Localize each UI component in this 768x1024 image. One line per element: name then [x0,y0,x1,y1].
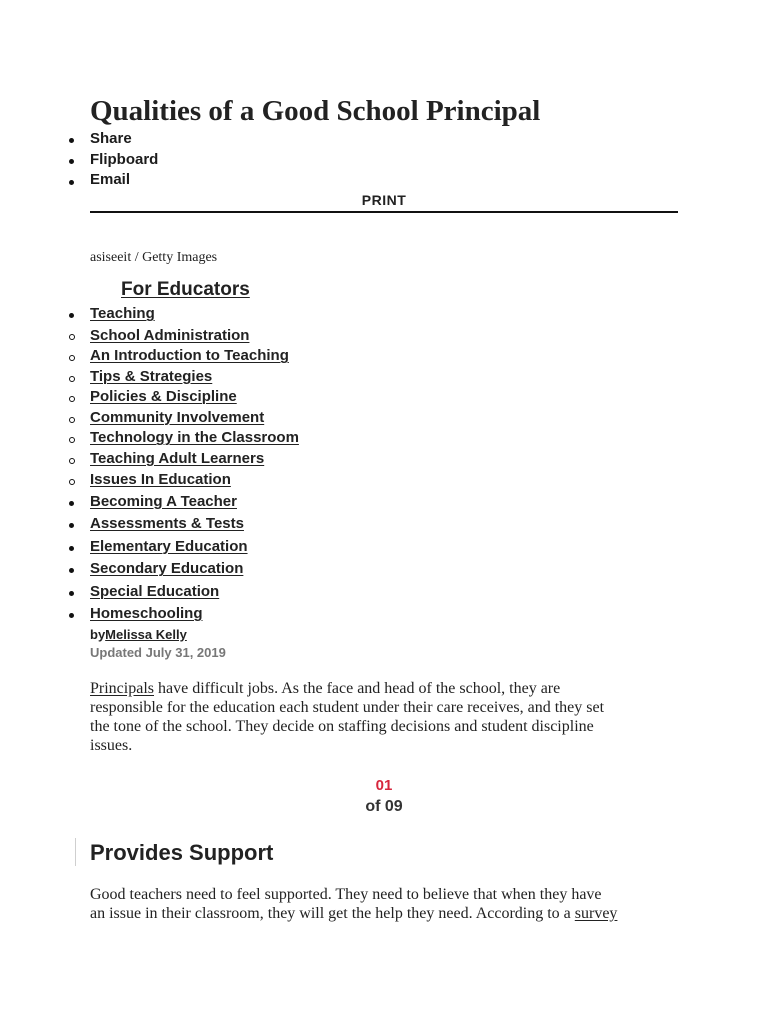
updated-date: Updated July 31, 2019 [90,645,226,660]
circle-bullet-icon [69,334,75,340]
byline-prefix: by [90,627,106,642]
principals-link[interactable]: Principals [90,680,154,697]
flipboard-label[interactable]: Flipboard [90,150,159,168]
nav-item[interactable] [90,581,299,604]
paragraph-line: responsible for the education each student under their care receives, and they set [90,699,605,716]
nav-link[interactable]: Homeschooling [90,605,203,622]
circle-bullet-icon [69,437,75,443]
nav-link[interactable]: Technology in the Classroom [90,429,299,446]
nav-link[interactable]: An Introduction to Teaching [90,347,289,364]
circle-bullet-icon [69,479,75,485]
support-paragraph [90,885,682,923]
bullet-icon [69,591,74,596]
paragraph-text: an issue in their classroom, they will get the help they need. According to a [90,905,575,922]
nav-link[interactable]: Elementary Education [90,537,248,555]
bullet-icon [69,180,74,185]
step-number: 01 [375,777,393,794]
bullet-icon [69,523,74,528]
email-label[interactable]: Email [90,171,131,189]
byline [90,626,187,643]
circle-bullet-icon [69,458,75,464]
paragraph-line: issues. [90,737,133,754]
nav-item[interactable] [90,603,299,626]
nav-link[interactable]: Assessments & Tests [90,515,244,532]
nav-link[interactable]: Community Involvement [90,408,265,426]
nav-item[interactable] [90,513,299,536]
nav-item[interactable] [90,304,299,325]
educators-nav-list [90,304,299,626]
nav-item[interactable] [90,408,299,429]
paragraph-line [90,679,682,698]
paragraph-line [90,904,682,923]
bullet-icon [69,138,74,143]
intro-paragraph [90,679,682,755]
circle-bullet-icon [69,376,75,382]
image-credit: asiseeit / Getty Images [90,250,218,265]
circle-bullet-icon [69,396,75,402]
nav-link[interactable]: Secondary Education [90,560,244,577]
nav-link[interactable]: Teaching [90,305,155,322]
nav-link[interactable]: Policies & Discipline [90,388,237,405]
email-item[interactable] [90,170,158,191]
print-button[interactable]: PRINT [361,192,407,208]
nav-item[interactable] [90,387,299,408]
nav-item[interactable] [90,346,299,367]
nav-link[interactable]: Teaching Adult Learners [90,449,265,467]
section-marker [75,838,76,866]
bullet-icon [69,546,74,551]
bullet-icon [69,568,74,573]
paragraph-line: the tone of the school. They decide on staffing decisions and student discipline [90,718,594,735]
share-label[interactable]: Share [90,130,132,147]
flipboard-item[interactable] [90,150,158,171]
bullet-icon [69,501,74,506]
for-educators-heading[interactable]: For Educators [121,279,250,300]
share-item[interactable] [90,129,158,150]
paragraph-text: have difficult jobs. As the face and head of the school, they are [154,680,561,697]
survey-link[interactable]: survey [574,905,618,922]
nav-item[interactable] [90,469,299,491]
circle-bullet-icon [69,355,75,361]
nav-link[interactable]: School Administration [90,326,250,344]
bullet-icon [69,613,74,618]
nav-item[interactable] [90,491,299,514]
step-total: of 09 [365,798,403,815]
bullet-icon [69,159,74,164]
nav-link[interactable]: Becoming A Teacher [90,492,237,510]
bullet-icon [69,313,74,318]
nav-item[interactable] [90,449,299,470]
nav-item[interactable] [90,536,299,559]
nav-link[interactable]: Special Education [90,582,220,600]
paragraph-line: Good teachers need to feel supported. They need to believe that when they have [90,886,602,903]
provides-support-heading: Provides Support [90,840,274,865]
nav-item[interactable] [90,325,299,347]
circle-bullet-icon [69,417,75,423]
page-title: Qualities of a Good School Principal [90,95,541,127]
divider [90,211,678,213]
share-list [90,129,158,191]
nav-link[interactable]: Issues In Education [90,471,231,488]
author-link[interactable]: Melissa Kelly [105,627,187,642]
nav-item[interactable] [90,428,299,449]
nav-link[interactable]: Tips & Strategies [90,367,213,385]
nav-item[interactable] [90,558,299,581]
nav-item[interactable] [90,367,299,388]
